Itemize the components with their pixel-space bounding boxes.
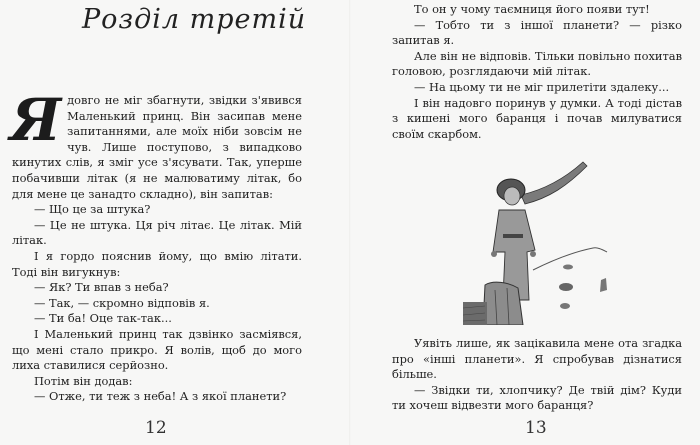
left-page-text (10, 86, 302, 405)
right-page-text-bottom (392, 336, 682, 414)
right-page-text-top (392, 2, 682, 142)
little-prince-drawing-icon (463, 160, 613, 325)
paragraph: Уявіть лише, як зацікавила мене ота згадка про «інші планети». Я спробував дізнатися більше. (392, 336, 682, 382)
chapter-title: Розділ третій (82, 4, 307, 35)
paragraph: — Так, — скромно відповів я. (34, 295, 210, 310)
right-page (350, 0, 700, 445)
paragraph: Потім він додав: (34, 373, 133, 388)
paragraph: І я гордо пояснив йому, що вмію літати. Тоді він вигукнув: (12, 248, 302, 279)
paragraph: — Звідки ти, хлопчику? Де твій дім? Куди ти хочеш відвезти мого баранця? (392, 382, 682, 413)
paragraph: — Ти ба! Оце так-так... (34, 311, 172, 326)
paragraph: — Це не штука. Ця річ літає. Це літак. Мій літак. (12, 217, 302, 248)
paragraph-text: довго не міг збагнути, звідки з'явився Маленький принц. Він засипав мене запитаннями, але моїх ніби зовсім не чув. Лише поступово, з випадково кинутих слів, я зміг усе з'ясувати. Так, уперше побачивши літак (я не малюватиму літак, бо для мене це занадто складно), він запитав: (12, 93, 302, 201)
paragraph: — Тобто ти з іншої планети? — різко запитав я. (392, 17, 682, 48)
paragraph: І Маленький принц так дзвінко засміявся, що мені стало прикро. Я волів, щоб до мого лиха ставилися серйозно. (12, 326, 302, 373)
paragraph: Але він не відповів. Тільки повільно похитав головою, розглядаючи мій літак. (392, 48, 682, 79)
paragraph: — На цьому ти не міг прилетіти здалеку... (414, 79, 670, 94)
paragraph: — Як? Ти впав з неба? (34, 280, 169, 295)
opening-paragraph (10, 86, 302, 202)
paragraph: І він надовго поринув у думки. А тоді дістав з кишені мого баранця і почав милуватися своїм скарбом. (392, 95, 682, 141)
paragraph: То он у чому таємниця його появи тут! (414, 2, 650, 16)
paragraph: — Що це за штука? (34, 202, 151, 217)
page-number-right: 13 (525, 418, 547, 438)
paragraph: — Отже, ти теж з неба! А з якої планети? (34, 389, 287, 404)
page-number-left: 12 (145, 418, 167, 438)
little-prince-illustration (463, 160, 613, 325)
drop-cap: Я (10, 86, 62, 154)
